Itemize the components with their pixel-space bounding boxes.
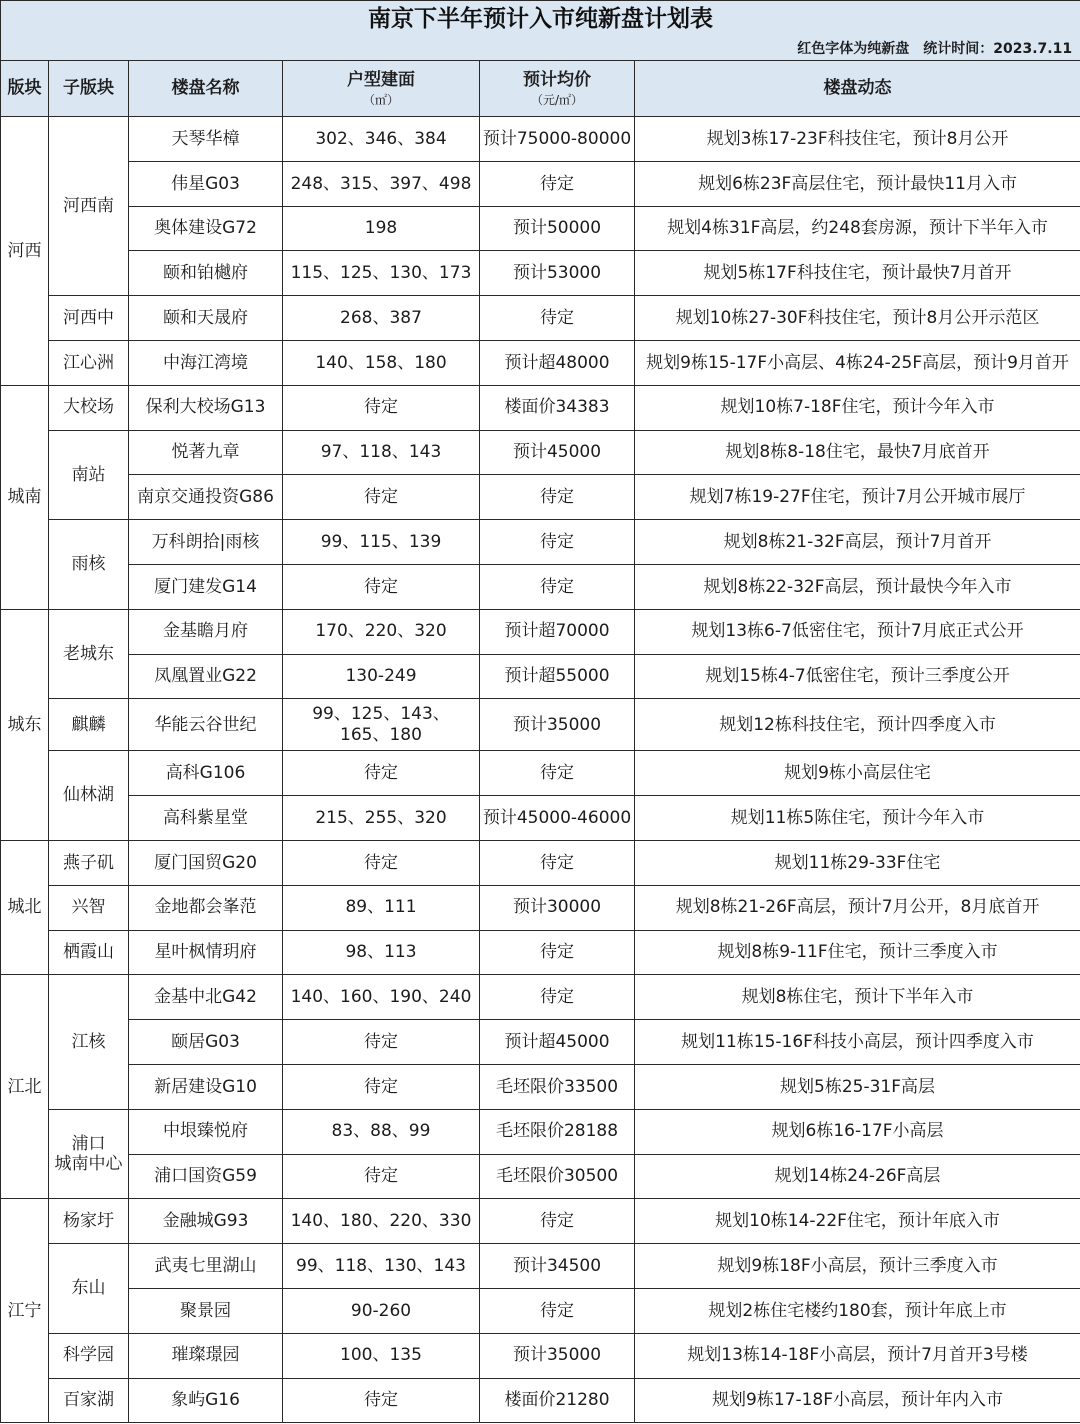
project-name: 万科朗拾|雨核 xyxy=(129,520,283,565)
header-price-unit: （元/㎡） xyxy=(530,93,584,107)
sub-district-cell: 兴智 xyxy=(49,885,129,930)
project-name: 颐和铂樾府 xyxy=(129,251,283,296)
unit-area: 130-249 xyxy=(283,654,480,699)
sub-district-cell: 江心洲 xyxy=(49,340,129,385)
project-name: 悦著九章 xyxy=(129,430,283,475)
sub-district-cell: 河西南 xyxy=(49,117,129,296)
project-name: 璀璨璟园 xyxy=(129,1333,283,1378)
table-row xyxy=(1,1020,1080,1065)
project-status: 规划11栋15-16F科技小高层，预计四季度入市 xyxy=(635,1020,1080,1065)
project-status: 规划10栋27-30F科技住宅，预计8月公开示范区 xyxy=(635,296,1080,341)
project-status: 规划5栋25-31F高层 xyxy=(635,1064,1080,1109)
project-name: 天琴华樟 xyxy=(129,117,283,162)
project-name: 厦门建发G14 xyxy=(129,564,283,609)
sub-district-cell: 科学园 xyxy=(49,1333,129,1378)
unit-area: 待定 xyxy=(283,840,480,885)
sub-district-cell: 东山 xyxy=(49,1244,129,1334)
unit-area: 115、125、130、173 xyxy=(283,251,480,296)
project-name: 奥体建设G72 xyxy=(129,206,283,251)
project-name: 凤凰置业G22 xyxy=(129,654,283,699)
unit-area: 待定 xyxy=(283,1378,480,1423)
unit-area: 302、346、384 xyxy=(283,117,480,162)
table-row xyxy=(1,296,1080,341)
project-name: 新居建设G10 xyxy=(129,1064,283,1109)
table-row xyxy=(1,1064,1080,1109)
avg-price: 预计50000 xyxy=(480,206,635,251)
project-name: 金基中北G42 xyxy=(129,975,283,1020)
unit-area: 待定 xyxy=(283,385,480,430)
unit-area: 100、135 xyxy=(283,1333,480,1378)
avg-price: 预计35000 xyxy=(480,1333,635,1378)
table-row xyxy=(1,1244,1080,1289)
project-name: 高科紫星堂 xyxy=(129,796,283,841)
project-status: 规划10栋7-18F住宅，预计今年入市 xyxy=(635,385,1080,430)
project-status: 规划8栋9-11F住宅，预计三季度入市 xyxy=(635,930,1080,975)
avg-price: 预计45000-46000 xyxy=(480,796,635,841)
unit-area: 99、118、130、143 xyxy=(283,1244,480,1289)
project-name: 金基瞻月府 xyxy=(129,609,283,654)
header-price-label: 预计均价 xyxy=(523,69,591,90)
unit-area: 待定 xyxy=(283,1020,480,1065)
project-status: 规划13栋14-18F小高层，预计7月首开3号楼 xyxy=(635,1333,1080,1378)
project-name: 中海江湾境 xyxy=(129,340,283,385)
avg-price: 预计超45000 xyxy=(480,1020,635,1065)
project-name: 颐居G03 xyxy=(129,1020,283,1065)
district-cell: 城东 xyxy=(1,609,49,840)
unit-area: 140、160、190、240 xyxy=(283,975,480,1020)
project-name: 星叶枫情玥府 xyxy=(129,930,283,975)
table-row xyxy=(1,340,1080,385)
table-row xyxy=(1,796,1080,841)
project-status: 规划8栋21-32F高层，预计7月首开 xyxy=(635,520,1080,565)
avg-price: 待定 xyxy=(480,1199,635,1244)
avg-price: 预计超48000 xyxy=(480,340,635,385)
project-status: 规划6栋23F高层住宅，预计最快11月入市 xyxy=(635,161,1080,206)
avg-price: 毛坯限价28188 xyxy=(480,1109,635,1154)
project-name: 金融城G93 xyxy=(129,1199,283,1244)
project-status: 规划8栋住宅，预计下半年入市 xyxy=(635,975,1080,1020)
avg-price: 待定 xyxy=(480,751,635,796)
project-status: 规划11栋5陈住宅，预计今年入市 xyxy=(635,796,1080,841)
project-name: 金地都会峯范 xyxy=(129,885,283,930)
subtitle-row xyxy=(1,38,1080,61)
project-status: 规划10栋14-22F住宅，预计年底入市 xyxy=(635,1199,1080,1244)
unit-area: 248、315、397、498 xyxy=(283,161,480,206)
header-area xyxy=(283,61,480,117)
table-title: 南京下半年预计入市纯新盘计划表 xyxy=(1,1,1080,39)
unit-area: 83、88、99 xyxy=(283,1109,480,1154)
table-row xyxy=(1,751,1080,796)
avg-price: 待定 xyxy=(480,296,635,341)
project-name: 颐和天晟府 xyxy=(129,296,283,341)
project-status: 规划14栋24-26F高层 xyxy=(635,1154,1080,1199)
title-row xyxy=(1,1,1080,39)
project-status: 规划8栋8-18住宅，最快7月底首开 xyxy=(635,430,1080,475)
avg-price: 预计75000-80000 xyxy=(480,117,635,162)
project-status: 规划9栋小高层住宅 xyxy=(635,751,1080,796)
sub-district-line: 浦口 xyxy=(71,1133,106,1154)
unit-area: 140、180、220、330 xyxy=(283,1199,480,1244)
avg-price: 预计34500 xyxy=(480,1244,635,1289)
avg-price: 毛坯限价30500 xyxy=(480,1154,635,1199)
avg-price: 待定 xyxy=(480,161,635,206)
avg-price: 待定 xyxy=(480,520,635,565)
district-cell: 城北 xyxy=(1,840,49,974)
project-name: 高科G106 xyxy=(129,751,283,796)
project-status: 规划4栋31F高层，约248套房源，预计下半年入市 xyxy=(635,206,1080,251)
header-price xyxy=(480,61,635,117)
avg-price: 毛坯限价33500 xyxy=(480,1064,635,1109)
unit-area: 268、387 xyxy=(283,296,480,341)
table-row xyxy=(1,117,1080,162)
table-row xyxy=(1,840,1080,885)
sub-district-cell: 河西中 xyxy=(49,296,129,341)
avg-price: 待定 xyxy=(480,475,635,520)
table-row xyxy=(1,1109,1080,1154)
table-row xyxy=(1,930,1080,975)
avg-price: 待定 xyxy=(480,564,635,609)
unit-area: 89、111 xyxy=(283,885,480,930)
table-row xyxy=(1,1199,1080,1244)
unit-area: 待定 xyxy=(283,1154,480,1199)
stat-time: 统计时间：2023.7.11 xyxy=(923,40,1073,57)
avg-price: 预计35000 xyxy=(480,699,635,751)
sub-district-cell: 江核 xyxy=(49,975,129,1109)
project-name: 保利大校场G13 xyxy=(129,385,283,430)
project-name: 伟星G03 xyxy=(129,161,283,206)
header-sub-district: 子版块 xyxy=(49,61,129,117)
avg-price: 预计超55000 xyxy=(480,654,635,699)
project-name: 聚景园 xyxy=(129,1288,283,1333)
project-status: 规划8栋22-32F高层，预计最快今年入市 xyxy=(635,564,1080,609)
project-status: 规划9栋17-18F小高层，预计年内入市 xyxy=(635,1378,1080,1423)
unit-area: 待定 xyxy=(283,564,480,609)
table-row xyxy=(1,206,1080,251)
district-cell: 城南 xyxy=(1,385,49,609)
table-row xyxy=(1,564,1080,609)
project-name: 象屿G16 xyxy=(129,1378,283,1423)
unit-area: 99、115、139 xyxy=(283,520,480,565)
unit-area: 170、220、320 xyxy=(283,609,480,654)
table-row xyxy=(1,885,1080,930)
unit-area: 待定 xyxy=(283,751,480,796)
sub-district-cell: 南站 xyxy=(49,430,129,520)
sub-district-line: 城南中心 xyxy=(54,1154,123,1175)
table-row xyxy=(1,1154,1080,1199)
district-cell: 江宁 xyxy=(1,1199,49,1423)
header-status: 楼盘动态 xyxy=(635,61,1080,117)
sub-district-cell: 百家湖 xyxy=(49,1378,129,1423)
avg-price: 待定 xyxy=(480,1288,635,1333)
district-cell: 江北 xyxy=(1,975,49,1199)
project-status: 规划15栋4-7低密住宅，预计三季度公开 xyxy=(635,654,1080,699)
sub-district-cell: 雨核 xyxy=(49,520,129,610)
project-status: 规划7栋19-27F住宅，预计7月公开城市展厅 xyxy=(635,475,1080,520)
unit-area: 198 xyxy=(283,206,480,251)
unit-area: 215、255、320 xyxy=(283,796,480,841)
avg-price: 待定 xyxy=(480,930,635,975)
sub-district-cell: 杨家圩 xyxy=(49,1199,129,1244)
unit-area: 待定 xyxy=(283,1064,480,1109)
avg-price: 预计超70000 xyxy=(480,609,635,654)
project-status: 规划6栋16-17F小高层 xyxy=(635,1109,1080,1154)
sub-district-cell xyxy=(49,1109,129,1199)
avg-price: 预计53000 xyxy=(480,251,635,296)
unit-area: 90-260 xyxy=(283,1288,480,1333)
sub-district-cell: 栖霞山 xyxy=(49,930,129,975)
avg-price: 待定 xyxy=(480,840,635,885)
table-row xyxy=(1,1378,1080,1423)
table-row xyxy=(1,609,1080,654)
project-name: 浦口国资G59 xyxy=(129,1154,283,1199)
unit-area: 97、118、143 xyxy=(283,430,480,475)
project-status: 规划3栋17-23F科技住宅，预计8月公开 xyxy=(635,117,1080,162)
avg-price: 待定 xyxy=(480,975,635,1020)
project-status: 规划9栋15-17F小高层、4栋24-25F高层，预计9月首开 xyxy=(635,340,1080,385)
project-status: 规划11栋29-33F住宅 xyxy=(635,840,1080,885)
header-row xyxy=(1,61,1080,117)
project-name: 南京交通投资G86 xyxy=(129,475,283,520)
district-cell: 河西 xyxy=(1,117,49,386)
sub-district-cell: 麒麟 xyxy=(49,699,129,751)
unit-area: 140、158、180 xyxy=(283,340,480,385)
table-row xyxy=(1,475,1080,520)
table-subtitle xyxy=(1,38,1080,61)
header-project: 楼盘名称 xyxy=(129,61,283,117)
avg-price: 楼面价21280 xyxy=(480,1378,635,1423)
table-row xyxy=(1,975,1080,1020)
table-row xyxy=(1,251,1080,296)
table-row xyxy=(1,699,1080,751)
sub-district-cell: 燕子矶 xyxy=(49,840,129,885)
project-name: 厦门国贸G20 xyxy=(129,840,283,885)
project-name: 武夷七里湖山 xyxy=(129,1244,283,1289)
unit-area: 98、113 xyxy=(283,930,480,975)
project-name: 华能云谷世纪 xyxy=(129,699,283,751)
unit-area: 99、125、143、165、180 xyxy=(283,699,480,751)
sub-district-cell: 老城东 xyxy=(49,609,129,699)
header-area-label: 户型建面 xyxy=(347,69,415,90)
avg-price: 楼面价34383 xyxy=(480,385,635,430)
table-row xyxy=(1,1333,1080,1378)
avg-price: 预计30000 xyxy=(480,885,635,930)
header-area-unit: （㎡） xyxy=(362,93,399,107)
project-status: 规划8栋21-26F高层，预计7月公开，8月底首开 xyxy=(635,885,1080,930)
sub-district-cell: 仙林湖 xyxy=(49,751,129,841)
project-status: 规划13栋6-7低密住宅，预计7月底正式公开 xyxy=(635,609,1080,654)
header-district: 版块 xyxy=(1,61,49,117)
project-name: 中垠臻悦府 xyxy=(129,1109,283,1154)
table-row xyxy=(1,1288,1080,1333)
unit-area: 待定 xyxy=(283,475,480,520)
table-row xyxy=(1,430,1080,475)
project-status: 规划5栋17F科技住宅，预计最快7月首开 xyxy=(635,251,1080,296)
project-status: 规划12栋科技住宅，预计四季度入市 xyxy=(635,699,1080,751)
avg-price: 预计45000 xyxy=(480,430,635,475)
sub-district-cell: 大校场 xyxy=(49,385,129,430)
table-row xyxy=(1,520,1080,565)
project-status: 规划2栋住宅楼约180套，预计年底上市 xyxy=(635,1288,1080,1333)
legend-note: 红色字体为纯新盘 xyxy=(797,40,910,57)
table-row xyxy=(1,385,1080,430)
table-row xyxy=(1,161,1080,206)
table-row xyxy=(1,654,1080,699)
project-status: 规划9栋18F小高层，预计三季度入市 xyxy=(635,1244,1080,1289)
